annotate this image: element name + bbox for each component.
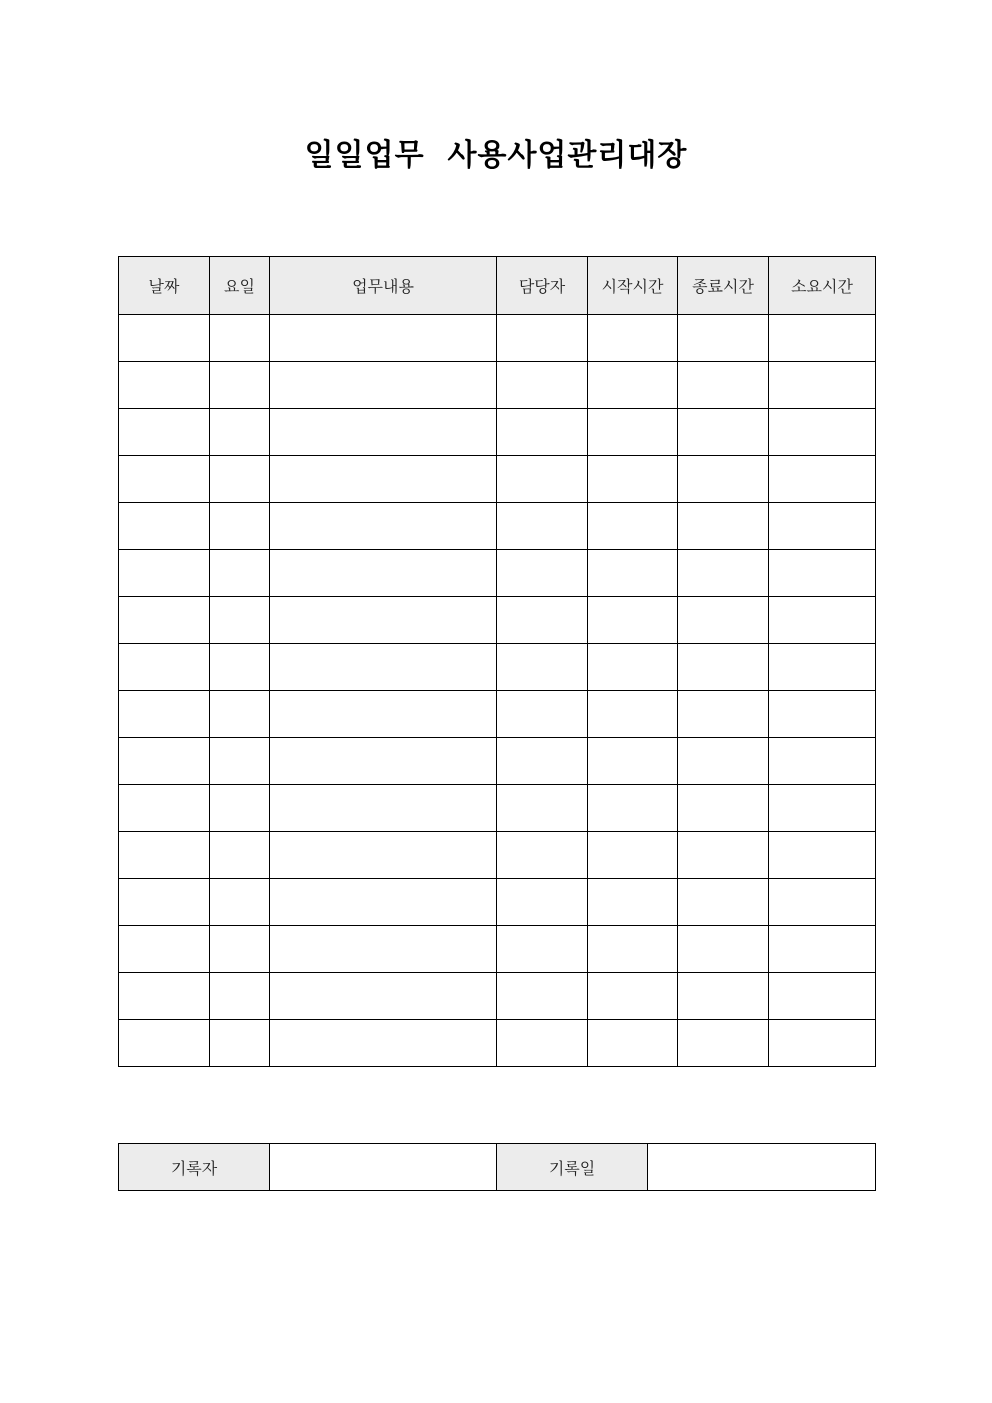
start-time-cell[interactable] bbox=[588, 503, 678, 550]
table-row bbox=[119, 691, 876, 738]
work-content-cell[interactable] bbox=[270, 503, 497, 550]
weekday-cell[interactable] bbox=[210, 926, 270, 973]
duration-cell[interactable] bbox=[769, 973, 876, 1020]
date-cell[interactable] bbox=[119, 879, 210, 926]
work-content-cell[interactable] bbox=[270, 879, 497, 926]
table-row bbox=[119, 785, 876, 832]
record-date-label: 기록일 bbox=[497, 1144, 648, 1191]
person-in-charge-cell[interactable] bbox=[497, 973, 588, 1020]
column-header-start-time: 시작시간 bbox=[588, 257, 678, 315]
date-cell[interactable] bbox=[119, 644, 210, 691]
date-cell[interactable] bbox=[119, 456, 210, 503]
date-cell[interactable] bbox=[119, 926, 210, 973]
start-time-cell[interactable] bbox=[588, 879, 678, 926]
page-title: 일일업무 사용사업관리대장 bbox=[304, 138, 688, 173]
person-in-charge-cell[interactable] bbox=[497, 456, 588, 503]
date-cell[interactable] bbox=[119, 738, 210, 785]
table-row bbox=[119, 503, 876, 550]
recorder-label: 기록자 bbox=[119, 1144, 270, 1191]
work-content-cell[interactable] bbox=[270, 409, 497, 456]
start-time-cell[interactable] bbox=[588, 315, 678, 362]
date-cell[interactable] bbox=[119, 409, 210, 456]
weekday-cell[interactable] bbox=[210, 691, 270, 738]
table-row bbox=[119, 315, 876, 362]
date-cell[interactable] bbox=[119, 832, 210, 879]
date-cell[interactable] bbox=[119, 550, 210, 597]
end-time-cell[interactable] bbox=[678, 785, 769, 832]
end-time-cell[interactable] bbox=[678, 456, 769, 503]
end-time-cell[interactable] bbox=[678, 644, 769, 691]
end-time-cell[interactable] bbox=[678, 362, 769, 409]
start-time-cell[interactable] bbox=[588, 1020, 678, 1067]
work-content-cell[interactable] bbox=[270, 550, 497, 597]
weekday-cell[interactable] bbox=[210, 503, 270, 550]
date-cell[interactable] bbox=[119, 691, 210, 738]
column-header-date: 날짜 bbox=[119, 257, 210, 315]
recorder-value-cell[interactable] bbox=[270, 1144, 497, 1191]
duration-cell[interactable] bbox=[769, 832, 876, 879]
table-row bbox=[119, 832, 876, 879]
table-row bbox=[119, 879, 876, 926]
duration-cell[interactable] bbox=[769, 644, 876, 691]
table-row bbox=[119, 973, 876, 1020]
weekday-cell[interactable] bbox=[210, 409, 270, 456]
table-row bbox=[119, 597, 876, 644]
weekday-cell[interactable] bbox=[210, 785, 270, 832]
start-time-cell[interactable] bbox=[588, 550, 678, 597]
weekday-cell[interactable] bbox=[210, 832, 270, 879]
start-time-cell[interactable] bbox=[588, 973, 678, 1020]
duration-cell[interactable] bbox=[769, 315, 876, 362]
person-in-charge-cell[interactable] bbox=[497, 550, 588, 597]
end-time-cell[interactable] bbox=[678, 409, 769, 456]
end-time-cell[interactable] bbox=[678, 597, 769, 644]
work-content-cell[interactable] bbox=[270, 597, 497, 644]
duration-cell[interactable] bbox=[769, 879, 876, 926]
work-content-cell[interactable] bbox=[270, 315, 497, 362]
end-time-cell[interactable] bbox=[678, 738, 769, 785]
start-time-cell[interactable] bbox=[588, 691, 678, 738]
weekday-cell[interactable] bbox=[210, 1020, 270, 1067]
date-cell[interactable] bbox=[119, 1020, 210, 1067]
end-time-cell[interactable] bbox=[678, 1020, 769, 1067]
start-time-cell[interactable] bbox=[588, 785, 678, 832]
end-time-cell[interactable] bbox=[678, 691, 769, 738]
date-cell[interactable] bbox=[119, 362, 210, 409]
start-time-cell[interactable] bbox=[588, 409, 678, 456]
end-time-cell[interactable] bbox=[678, 503, 769, 550]
table-row bbox=[119, 362, 876, 409]
weekday-cell[interactable] bbox=[210, 362, 270, 409]
work-content-cell[interactable] bbox=[270, 1020, 497, 1067]
weekday-cell[interactable] bbox=[210, 973, 270, 1020]
duration-cell[interactable] bbox=[769, 597, 876, 644]
person-in-charge-cell[interactable] bbox=[497, 926, 588, 973]
duration-cell[interactable] bbox=[769, 1020, 876, 1067]
date-cell[interactable] bbox=[119, 503, 210, 550]
person-in-charge-cell[interactable] bbox=[497, 644, 588, 691]
person-in-charge-cell[interactable] bbox=[497, 409, 588, 456]
record-date-value-cell[interactable] bbox=[648, 1144, 876, 1191]
work-content-cell[interactable] bbox=[270, 691, 497, 738]
work-content-cell[interactable] bbox=[270, 926, 497, 973]
duration-cell[interactable] bbox=[769, 926, 876, 973]
person-in-charge-cell[interactable] bbox=[497, 785, 588, 832]
start-time-cell[interactable] bbox=[588, 456, 678, 503]
person-in-charge-cell[interactable] bbox=[497, 879, 588, 926]
start-time-cell[interactable] bbox=[588, 738, 678, 785]
end-time-cell[interactable] bbox=[678, 926, 769, 973]
table-row bbox=[119, 738, 876, 785]
start-time-cell[interactable] bbox=[588, 926, 678, 973]
duration-cell[interactable] bbox=[769, 785, 876, 832]
person-in-charge-cell[interactable] bbox=[497, 691, 588, 738]
work-content-cell[interactable] bbox=[270, 644, 497, 691]
end-time-cell[interactable] bbox=[678, 550, 769, 597]
weekday-cell[interactable] bbox=[210, 597, 270, 644]
table-row bbox=[119, 644, 876, 691]
date-cell[interactable] bbox=[119, 315, 210, 362]
work-content-cell[interactable] bbox=[270, 362, 497, 409]
date-cell[interactable] bbox=[119, 785, 210, 832]
table-row bbox=[119, 550, 876, 597]
record-info-row bbox=[119, 1144, 876, 1191]
work-content-cell[interactable] bbox=[270, 456, 497, 503]
weekday-cell[interactable] bbox=[210, 315, 270, 362]
person-in-charge-cell[interactable] bbox=[497, 362, 588, 409]
person-in-charge-cell[interactable] bbox=[497, 738, 588, 785]
person-in-charge-cell[interactable] bbox=[497, 503, 588, 550]
end-time-cell[interactable] bbox=[678, 973, 769, 1020]
work-content-cell[interactable] bbox=[270, 785, 497, 832]
person-in-charge-cell[interactable] bbox=[497, 1020, 588, 1067]
person-in-charge-cell[interactable] bbox=[497, 597, 588, 644]
duration-cell[interactable] bbox=[769, 691, 876, 738]
start-time-cell[interactable] bbox=[588, 644, 678, 691]
table-row bbox=[119, 926, 876, 973]
duration-cell[interactable] bbox=[769, 409, 876, 456]
start-time-cell[interactable] bbox=[588, 832, 678, 879]
record-info-table bbox=[118, 1143, 876, 1191]
end-time-cell[interactable] bbox=[678, 832, 769, 879]
work-content-cell[interactable] bbox=[270, 973, 497, 1020]
work-content-cell[interactable] bbox=[270, 832, 497, 879]
table-row bbox=[119, 456, 876, 503]
weekday-cell[interactable] bbox=[210, 550, 270, 597]
person-in-charge-cell[interactable] bbox=[497, 315, 588, 362]
duration-cell[interactable] bbox=[769, 456, 876, 503]
table-header-row bbox=[119, 257, 876, 315]
weekday-cell[interactable] bbox=[210, 644, 270, 691]
duration-cell[interactable] bbox=[769, 362, 876, 409]
weekday-cell[interactable] bbox=[210, 879, 270, 926]
end-time-cell[interactable] bbox=[678, 315, 769, 362]
duration-cell[interactable] bbox=[769, 503, 876, 550]
table-row bbox=[119, 409, 876, 456]
column-header-weekday: 요일 bbox=[210, 257, 270, 315]
start-time-cell[interactable] bbox=[588, 362, 678, 409]
column-header-end-time: 종료시간 bbox=[678, 257, 769, 315]
person-in-charge-cell[interactable] bbox=[497, 832, 588, 879]
start-time-cell[interactable] bbox=[588, 597, 678, 644]
work-content-cell[interactable] bbox=[270, 738, 497, 785]
date-cell[interactable] bbox=[119, 597, 210, 644]
duration-cell[interactable] bbox=[769, 550, 876, 597]
duration-cell[interactable] bbox=[769, 738, 876, 785]
end-time-cell[interactable] bbox=[678, 879, 769, 926]
weekday-cell[interactable] bbox=[210, 738, 270, 785]
date-cell[interactable] bbox=[119, 973, 210, 1020]
column-header-work-content: 업무내용 bbox=[270, 257, 497, 315]
column-header-person-in-charge: 담당자 bbox=[497, 257, 588, 315]
table-row bbox=[119, 1020, 876, 1067]
weekday-cell[interactable] bbox=[210, 456, 270, 503]
column-header-duration: 소요시간 bbox=[769, 257, 876, 315]
daily-work-log-table bbox=[118, 256, 876, 1067]
table-body bbox=[119, 315, 876, 1067]
